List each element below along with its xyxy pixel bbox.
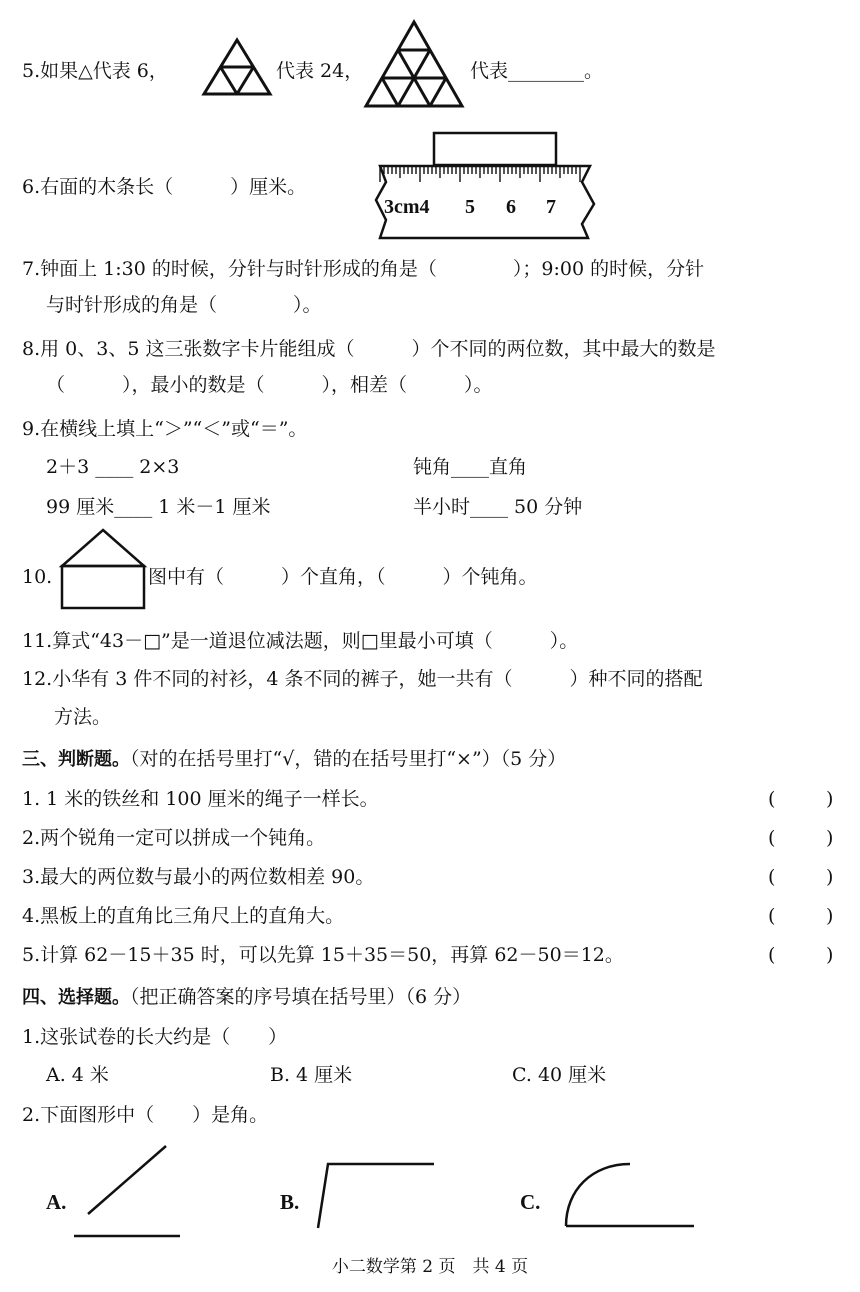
- triangle-9-figure: [364, 20, 464, 108]
- q5-text-pre: 5.如果△代表 6，: [22, 60, 168, 82]
- section4-heading-bold: 四、选择题。: [22, 987, 130, 1008]
- figure-c-curve: [562, 1160, 696, 1230]
- judge-item-1: 1. 1 米的铁丝和 100 厘米的绳子一样长。: [22, 788, 379, 810]
- ruler-label-6: 6: [506, 196, 516, 218]
- triangle-4-figure: [202, 38, 272, 96]
- paren-open: (: [768, 866, 776, 888]
- judge-item-5: 5.计算 62－15＋35 时，可以先算 15＋35＝50，再算 62－50＝12。: [22, 944, 624, 966]
- choice-q1-text: 1.这张试卷的长大约是（ ）: [22, 1026, 288, 1048]
- section4-heading-rest: （把正确答案的序号填在括号里）（6 分）: [130, 986, 472, 1008]
- q9-item-4: 半小时____ 50 分钟: [413, 496, 583, 518]
- figure-b-angle: [314, 1158, 438, 1232]
- choice-q1-option-a[interactable]: A. 4 米: [46, 1064, 109, 1086]
- q5-text-post: 代表________。: [470, 60, 604, 82]
- q11-text: 11.算式“43－□”是一道退位减法题，则□里最小可填（ ）。: [22, 630, 579, 652]
- judge-item-4: 4.黑板上的直角比三角尺上的直角大。: [22, 905, 345, 927]
- paren-close: ): [826, 866, 834, 888]
- section3-heading-bold: 三、判断题。: [22, 749, 130, 770]
- choice-q2-label-b[interactable]: B.: [280, 1190, 300, 1214]
- paren-close: ): [826, 944, 834, 966]
- q9-item-3: 99 厘米____ 1 米－1 厘米: [46, 496, 271, 518]
- q12-line1: 12.小华有 3 件不同的衬衫，4 条不同的裤子，她一共有（ ）种不同的搭配: [22, 668, 703, 690]
- q9-title: 9.在横线上填上“＞”“＜”或“＝”。: [22, 418, 308, 440]
- q9-item-2: 钝角____直角: [413, 456, 528, 478]
- section3-heading: [22, 746, 566, 773]
- ruler-figure: [370, 132, 600, 240]
- q12-line2: 方法。: [54, 706, 112, 728]
- paren-open: (: [768, 788, 776, 810]
- paren-open: (: [768, 905, 776, 927]
- section3-heading-rest: （对的在括号里打“√，错的在括号里打“×”）（5 分）: [130, 748, 567, 770]
- house-figure: [60, 528, 146, 610]
- judge-item-3: 3.最大的两位数与最小的两位数相差 90。: [22, 866, 375, 888]
- paren-open: (: [768, 827, 776, 849]
- q10-number: 10.: [22, 566, 53, 588]
- q8-line2: （ ），最小的数是（ ），相差（ ）。: [46, 374, 493, 396]
- choice-q2-text: 2.下面图形中（ ）是角。: [22, 1104, 269, 1126]
- ruler-label-3cm4: 3cm4: [384, 196, 430, 218]
- q6-text: 6.右面的木条长（ ）厘米。: [22, 176, 307, 198]
- ruler-label-5: 5: [465, 196, 475, 218]
- paren-close: ): [826, 827, 834, 849]
- figure-a-separate-lines: [72, 1144, 182, 1240]
- q10-text: 图中有（ ）个直角，（ ）个钝角。: [148, 566, 538, 588]
- q8-line1: 8.用 0、3、5 这三张数字卡片能组成（ ）个不同的两位数，其中最大的数是: [22, 338, 716, 360]
- q9-item-1: 2＋3 ____ 2×3: [46, 456, 180, 478]
- choice-q2-label-a[interactable]: A.: [46, 1190, 67, 1214]
- paren-open: (: [768, 944, 776, 966]
- q7-line1: 7.钟面上 1:30 的时候，分针与时针形成的角是（ ）；9:00 的时候，分针: [22, 258, 705, 280]
- paren-close: ): [826, 788, 834, 810]
- q7-line2: 与时针形成的角是（ ）。: [46, 294, 322, 316]
- section4-heading: [22, 984, 471, 1011]
- q5-text-mid: 代表 24，: [276, 60, 364, 82]
- judge-item-2: 2.两个锐角一定可以拼成一个钝角。: [22, 827, 326, 849]
- ruler-label-7: 7: [546, 196, 556, 218]
- page-footer: 小二数学第 2 页 共 4 页: [331, 1257, 529, 1277]
- paren-close: ): [826, 905, 834, 927]
- choice-q1-option-c[interactable]: C. 40 厘米: [512, 1064, 607, 1086]
- choice-q1-option-b[interactable]: B. 4 厘米: [270, 1064, 353, 1086]
- choice-q2-label-c[interactable]: C.: [520, 1190, 541, 1214]
